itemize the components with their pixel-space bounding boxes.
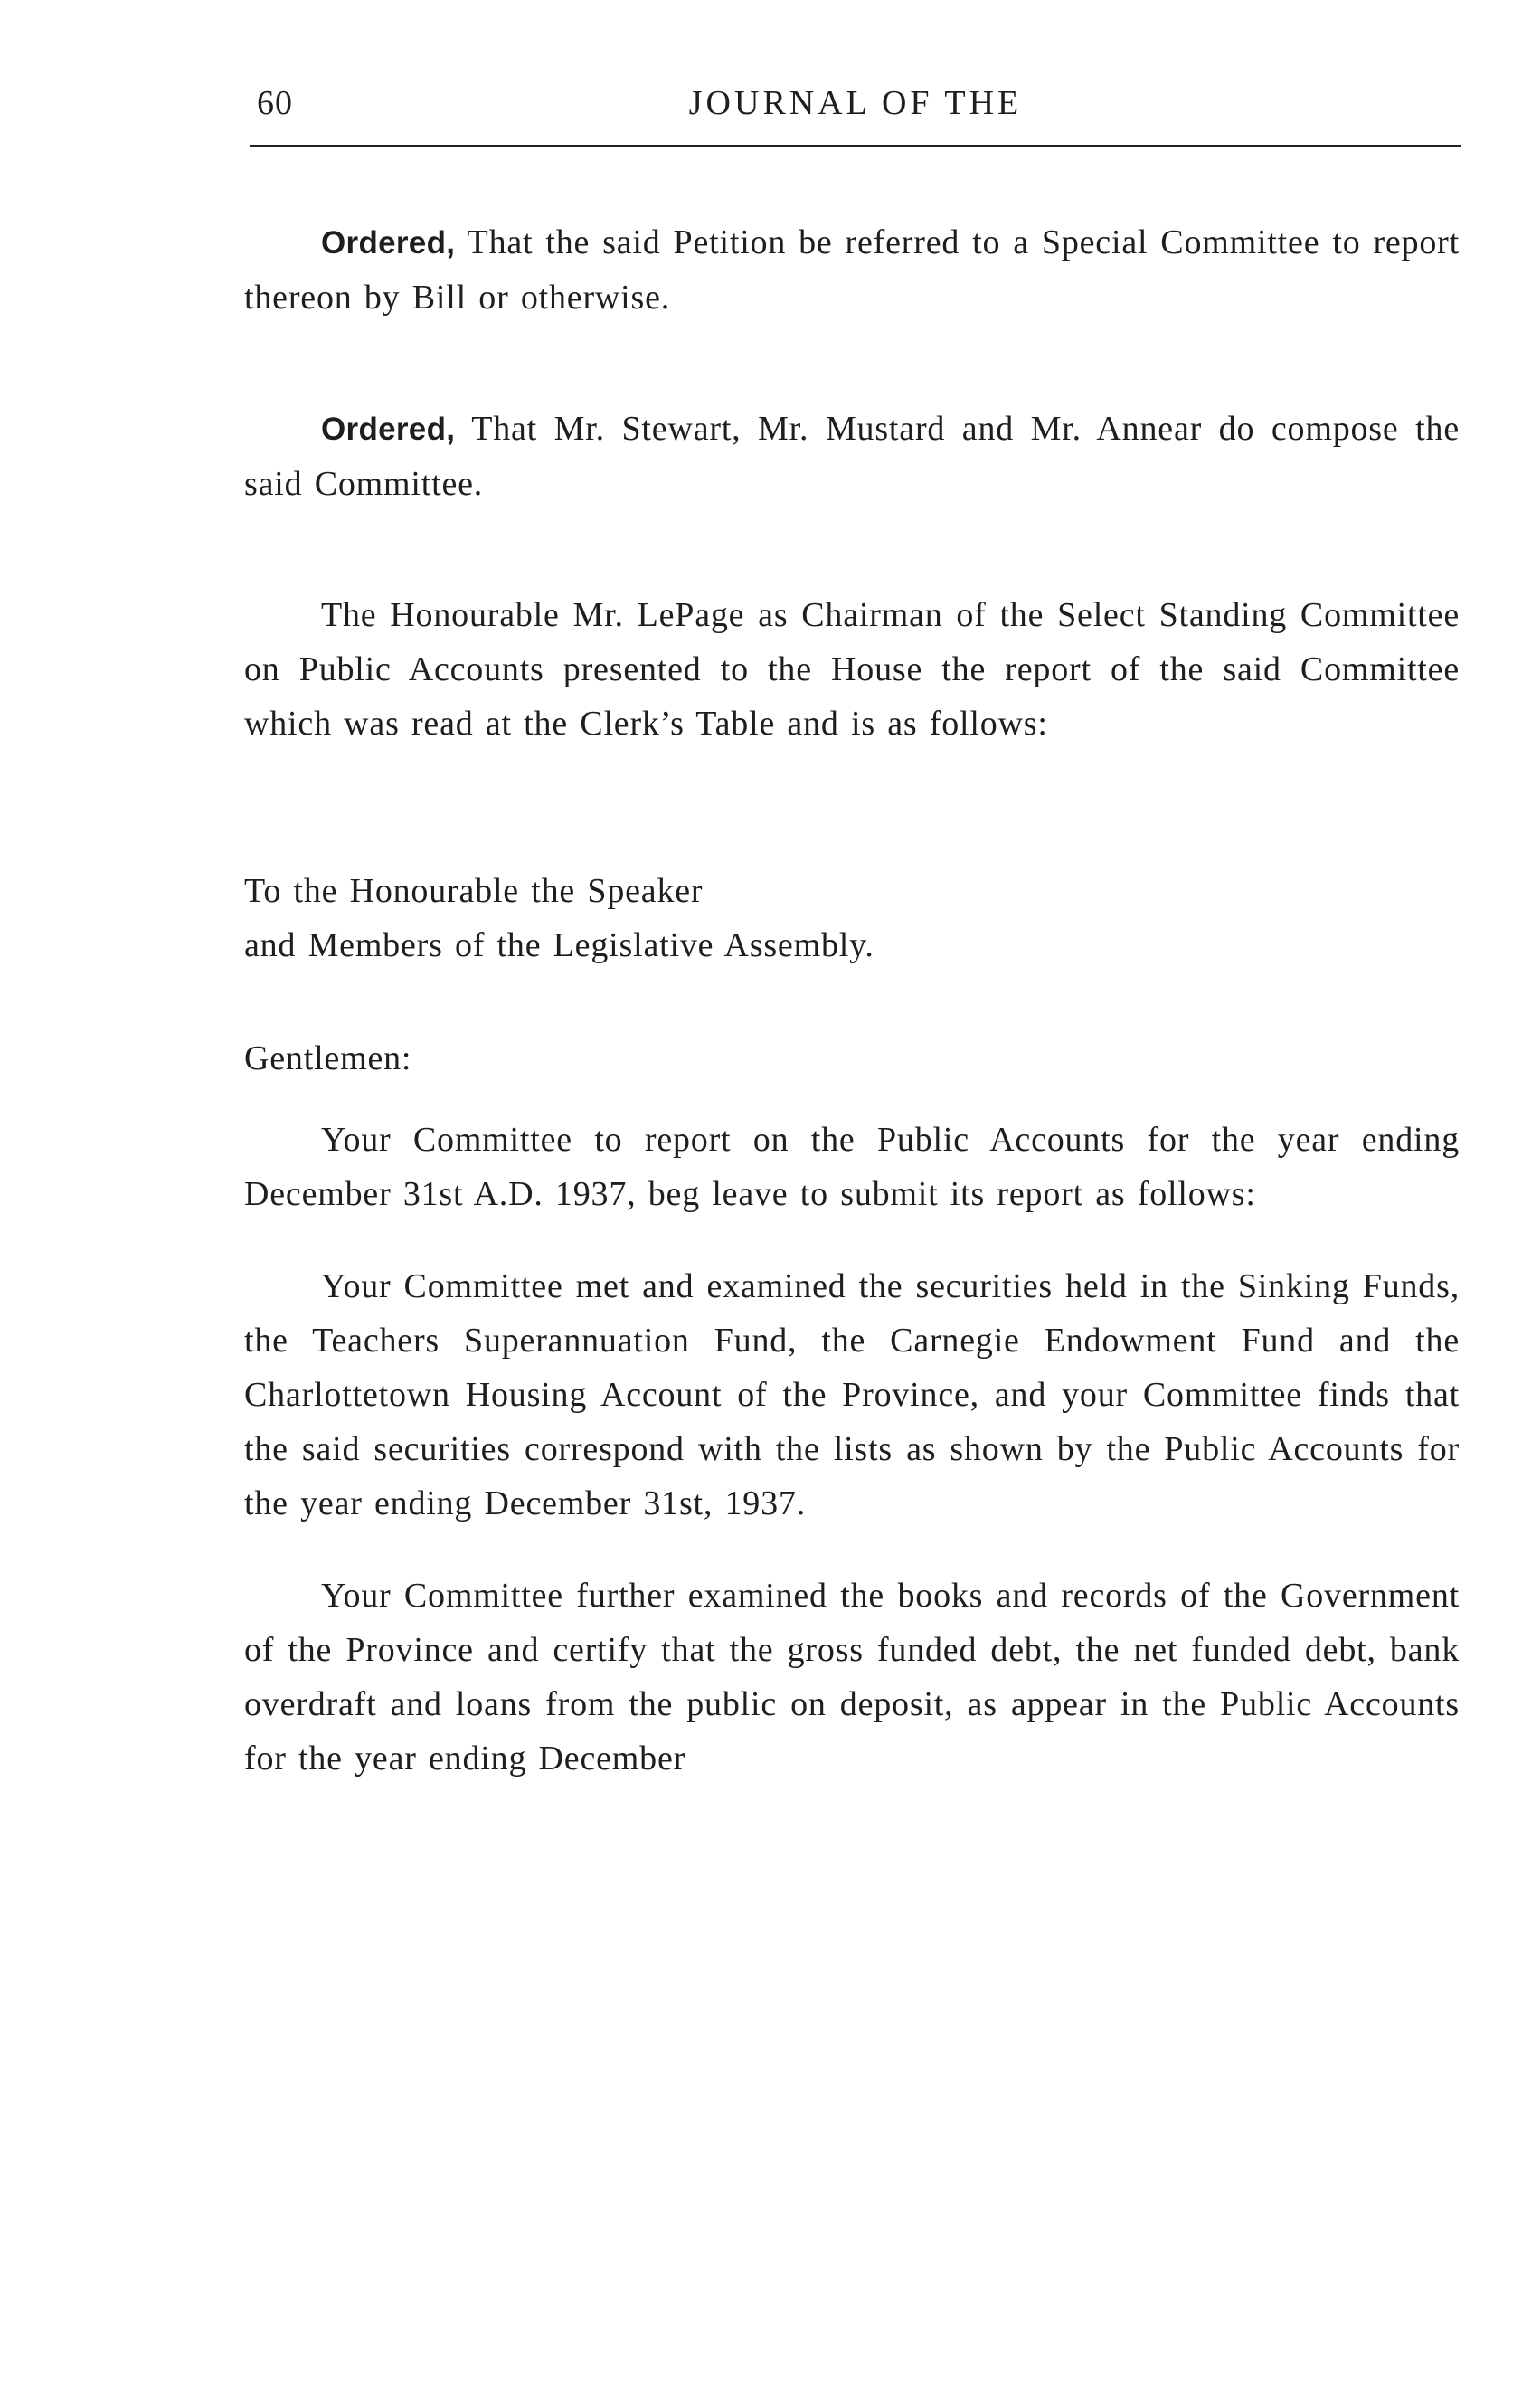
report-presented-paragraph: The Honourable Mr. LePage as Chairman of the Select Standing Committee on Public Accounts presented to the House the report of the said Committee which was read at the Clerk’s Table and is as follows: xyxy=(244,596,1460,743)
ordered-lead: Ordered, xyxy=(321,225,456,261)
address-line-1: To the Honourable the Speaker xyxy=(244,872,704,910)
header-rule xyxy=(250,145,1461,147)
running-title: JOURNAL OF THE xyxy=(688,84,1023,122)
order-paragraph-petition xyxy=(244,215,1460,325)
page-body xyxy=(244,215,1460,1786)
report-paragraph-debt: Your Committee further examined the books and records of the Government of the Province and certify that the gross funded debt, the net funded debt, bank overdraft and loans from the public on deposit, as appear in the Public Accounts for the year ending December xyxy=(244,1577,1460,1778)
page-header xyxy=(250,83,1461,137)
order-text: That the said Petition be referred to a Special Committee to report thereon by Bill or otherwise. xyxy=(244,223,1460,317)
address-line-2: and Members of the Legislative Assembly. xyxy=(244,926,874,964)
report-paragraph-securities: Your Committee met and examined the securities held in the Sinking Funds, the Teachers Superannuation Fund, the Carnegie Endowment Fund and the Charlottetown Housing Account of the Province, and your Committee finds that the said securities correspond with the lists as shown by the Public Accounts for the year ending December 31st, 1937. xyxy=(244,1267,1460,1522)
report-address xyxy=(244,864,1460,972)
page-number: 60 xyxy=(257,84,293,122)
order-text: That Mr. Stewart, Mr. Mustard and Mr. Annear do compose the said Committee. xyxy=(244,410,1460,503)
salutation: Gentlemen: xyxy=(244,1039,412,1077)
report-paragraph-intro: Your Committee to report on the Public Accounts for the year ending December 31st A.D. 1937, beg leave to submit its report as follows: xyxy=(244,1121,1460,1213)
ordered-lead: Ordered, xyxy=(321,412,456,447)
order-paragraph-committee xyxy=(244,402,1460,511)
